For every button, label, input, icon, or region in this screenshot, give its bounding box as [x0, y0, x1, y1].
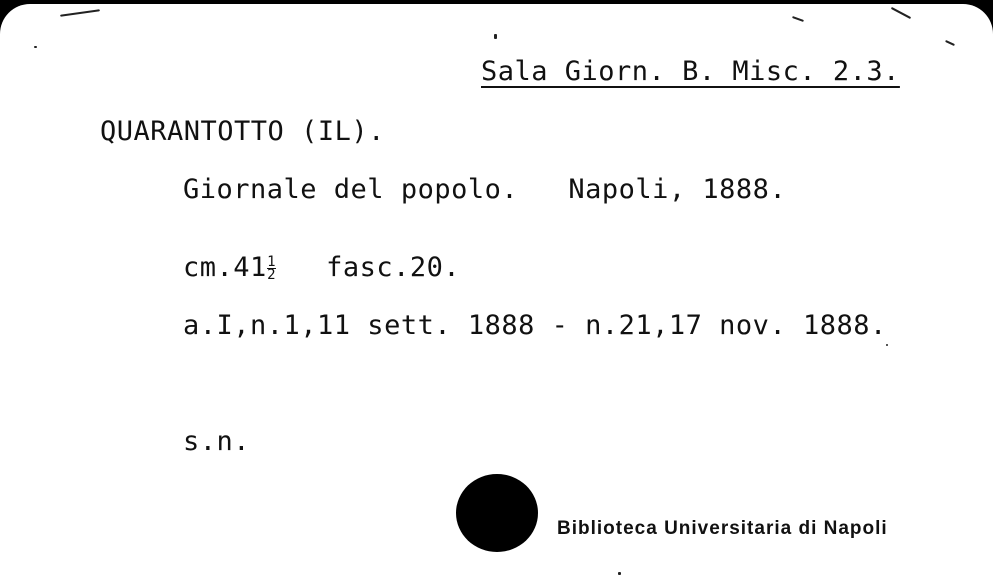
note-line: s.n. [183, 426, 251, 457]
ink-speck [618, 572, 621, 575]
shelfmark: Sala Giorn. B. Misc. 2.3. [481, 56, 900, 87]
library-stamp-dot [456, 474, 538, 552]
ink-speck [945, 40, 955, 46]
fraction-denominator: 2 [267, 267, 276, 283]
catalog-card [0, 4, 993, 583]
ink-speck [34, 46, 37, 48]
card-heading: QUARANTOTTO (IL). [100, 116, 385, 147]
size-fraction [267, 254, 276, 283]
issues-line: a.I,n.1,11 sett. 1888 - n.21,17 nov. 1888. [183, 310, 887, 341]
fraction-numerator: 1 [267, 254, 276, 270]
ink-speck [891, 7, 911, 19]
ink-speck [886, 344, 888, 346]
ink-speck [494, 34, 497, 39]
extent-line [183, 252, 460, 283]
library-stamp-text: Biblioteca Universitaria di Napoli [557, 518, 888, 539]
size-value: cm.41 [183, 252, 267, 283]
fascicles-value: fasc.20. [326, 252, 461, 283]
ink-speck [60, 9, 100, 17]
ink-speck [792, 16, 804, 22]
title-line: Giornale del popolo. Napoli, 1888. [183, 174, 787, 205]
